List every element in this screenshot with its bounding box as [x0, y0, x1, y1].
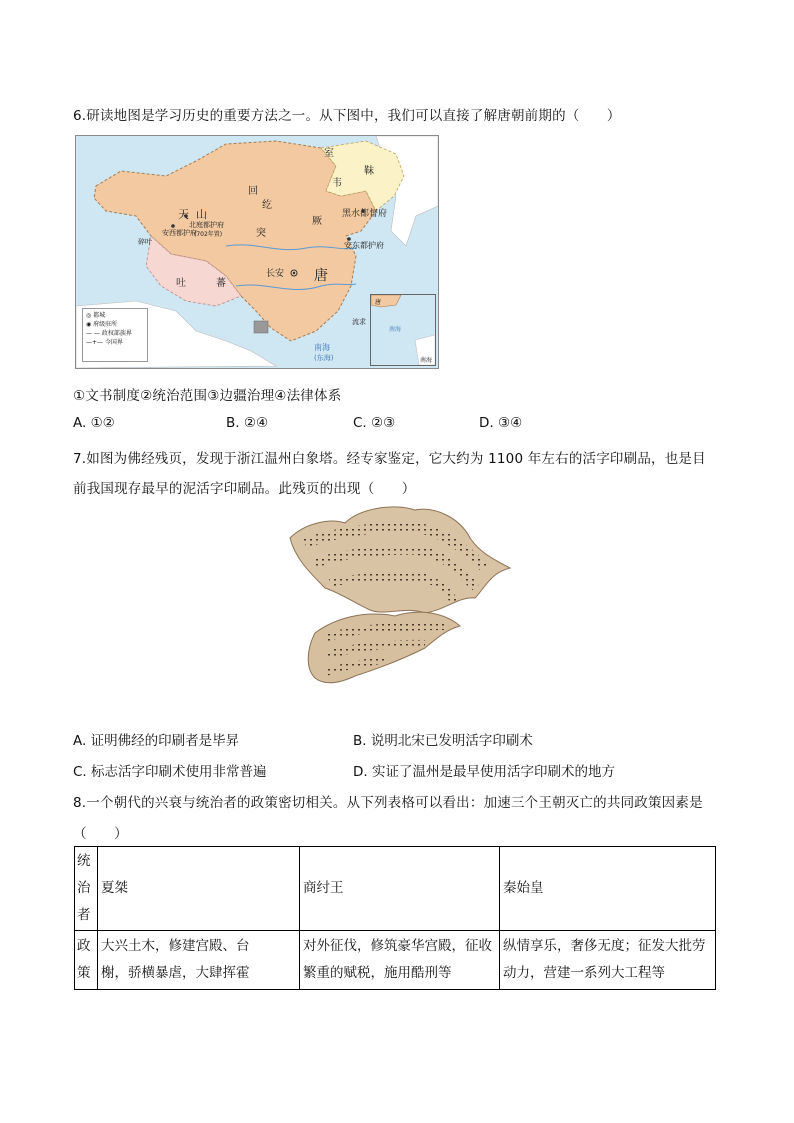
inset-corner-label: 南海 — [419, 357, 432, 364]
row-header-policies: 政策 — [75, 931, 98, 990]
map-label-beiting: 北庭都护府 — [189, 221, 224, 229]
policy-text: 繁重的赋税，施用酷刑等 — [303, 965, 452, 981]
map-label-changan: 长安 — [266, 269, 285, 279]
row-header-rulers: 统治者 — [75, 847, 98, 931]
policy-text: 榭，骄横暴虐，大肆挥霍 — [101, 965, 250, 981]
map-label-suiye: 碎叶 — [138, 238, 152, 246]
policy-text: 动力，营建一系列大工程等 — [503, 965, 665, 981]
ruler-cell: 秦始皇 — [500, 847, 716, 931]
map-label-shiwei1: 室 — [324, 148, 334, 159]
policy-cell — [98, 931, 300, 990]
map-label-nanhai-sub: (东海) — [314, 354, 334, 362]
q7-option-c[interactable]: C. 标志活字印刷术使用非常普遍 — [73, 764, 267, 780]
policy-text: 纵情享乐，奢侈无度；征发大批劳 — [503, 938, 706, 954]
q7-option-b[interactable]: B. 说明北宋已发明活字印刷术 — [353, 733, 533, 749]
policy-text: 大兴土木，修建宫殿、台 — [101, 938, 250, 954]
map-label-tianshan1: 天 — [178, 208, 189, 221]
map-label-tianshan2: 山 — [196, 208, 207, 221]
q7-option-a[interactable]: A. 证明佛经的印刷者是毕昇 — [73, 733, 240, 749]
map-label-tu: 突 — [256, 228, 266, 239]
ruler-cell: 夏桀 — [98, 847, 300, 931]
south-sea-inset — [370, 294, 436, 366]
map-legend — [82, 308, 148, 362]
map-label-mohe: 靺 — [364, 166, 374, 177]
map-label-anxi: 安西都护府 — [162, 229, 197, 237]
buddhist-sutra-fragment-image — [285, 498, 515, 698]
policy-text: 对外征伐，修筑豪华宫殿，征收 — [303, 938, 492, 954]
q8-stem-line1: 8.一个朝代的兴衰与统治者的政策密切相关。从下列表格可以看出：加速三个王朝灭亡的共同政策因素是 — [73, 795, 703, 811]
rulers-policy-table — [74, 846, 716, 990]
policy-cell — [300, 931, 500, 990]
map-label-jue: 厥 — [312, 216, 322, 227]
map-label-tubo2: 蕃 — [216, 278, 226, 289]
policy-cell — [500, 931, 716, 990]
table-row — [75, 847, 716, 931]
q6-option-b[interactable]: B. ②④ — [226, 415, 269, 431]
q6-option-a[interactable]: A. ①② — [73, 415, 115, 431]
q8-stem-line2: （ ） — [73, 826, 128, 842]
map-label-hui: 回 — [248, 186, 258, 197]
map-label-liuqiu: 流求 — [352, 318, 366, 326]
q6-option-d[interactable]: D. ③④ — [479, 415, 523, 431]
q6-option-c[interactable]: C. ②③ — [353, 415, 396, 431]
q7-option-d[interactable]: D. 实证了温州是最早使用活字印刷术的地方 — [353, 764, 615, 780]
map-label-he: 纥 — [262, 200, 272, 211]
map-label-beiting-sub: (702年置) — [194, 231, 223, 238]
map-label-tubo1: 吐 — [176, 278, 186, 289]
inset-sea: 南海 — [389, 326, 402, 333]
legend-item-modern-border: —+— 今国界 — [86, 339, 123, 346]
inset-title: 唐 — [375, 299, 382, 306]
ruler-cell: 商纣王 — [300, 847, 500, 931]
map-label-nanhai: 南海 — [314, 343, 330, 352]
q7-stem-line2: 前我国现存最早的泥活字印刷品。此残页的出现（ ） — [73, 481, 416, 497]
legend-item-capital: ◎ 都城 — [86, 312, 106, 319]
legend-item-border: — — 政权部族界 — [86, 330, 132, 337]
map-label-tang: 唐 — [314, 268, 328, 284]
q6-items: ①文书制度②统治范围③边疆治理④法律体系 — [73, 388, 342, 404]
q7-stem-line1: 7.如图为佛经残页，发现于浙江温州白象塔。经专家鉴定，它大约为 1100 年左右的活字印刷品，也是目 — [73, 451, 706, 467]
table-row — [75, 931, 716, 990]
map-label-andong: 安东都护府 — [344, 241, 384, 250]
map-label-heishui: 黑水都督府 — [342, 209, 388, 219]
tang-dynasty-map — [75, 135, 439, 369]
legend-item-prefecture: ◉ 府级驻所 — [86, 321, 118, 328]
q6-stem: 6.研读地图是学习历史的重要方法之一。从下图中，我们可以直接了解唐朝前期的（ ） — [73, 108, 621, 124]
map-label-shiwei2: 韦 — [332, 178, 342, 189]
